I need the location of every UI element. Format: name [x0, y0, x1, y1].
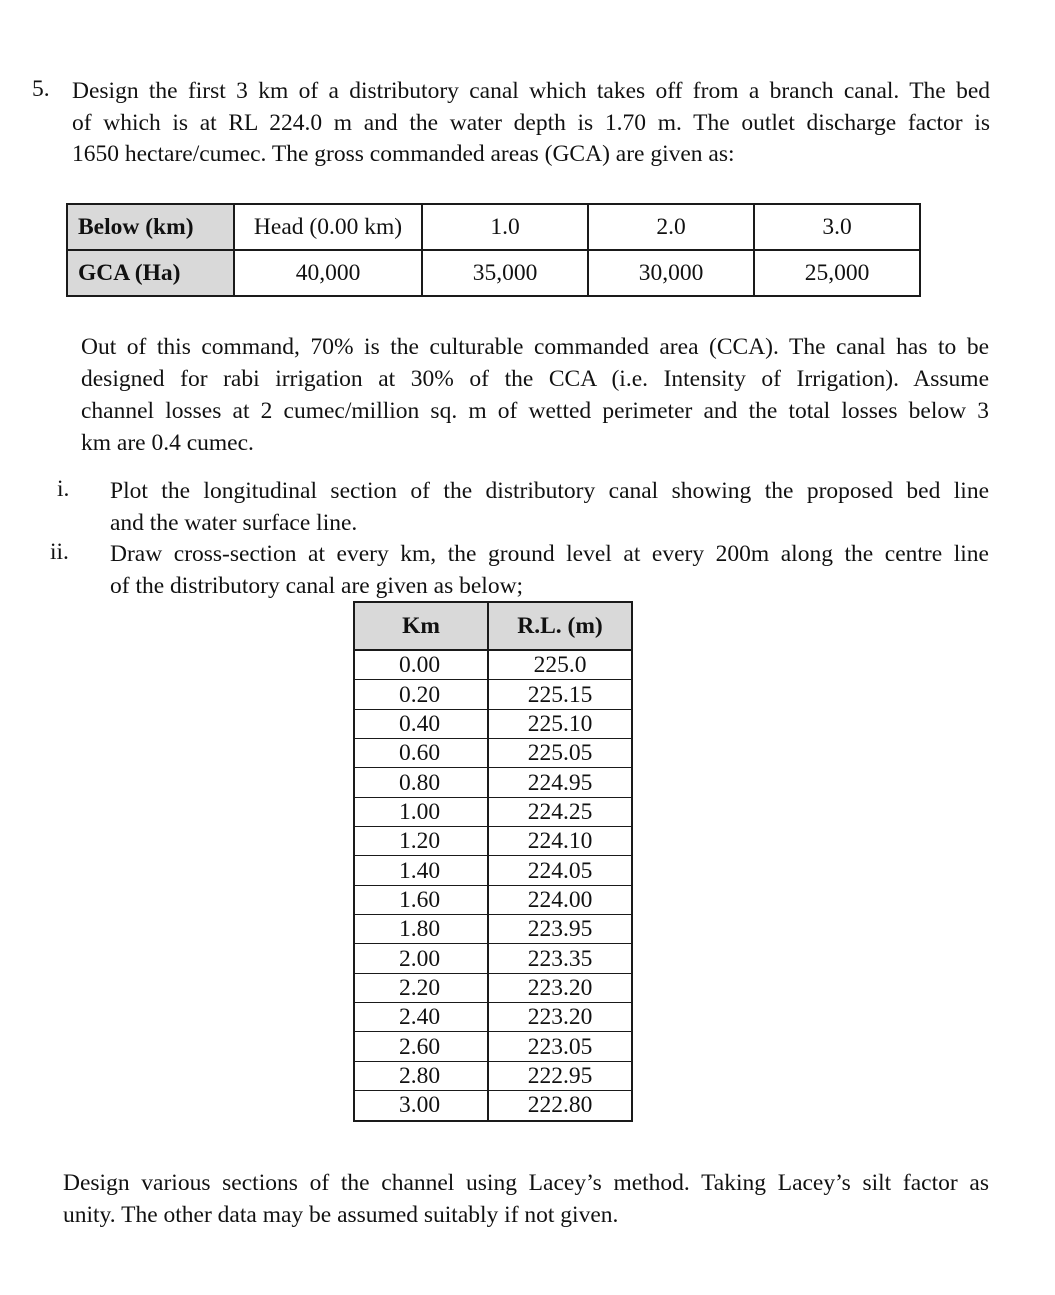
- table-row: [354, 709, 632, 738]
- table-row: [354, 944, 632, 973]
- gca-area-cell: 25,000: [754, 250, 920, 296]
- table-row: [354, 1003, 632, 1032]
- rl-cell: 225.15: [488, 680, 632, 709]
- cca-paragraph: [81, 331, 989, 459]
- rl-cell: 225.10: [488, 709, 632, 738]
- km-cell: 1.40: [354, 856, 488, 885]
- paragraph-line: unity. The other data may be assumed suitably if not given.: [63, 1201, 619, 1228]
- gca-area-cell: 40,000: [234, 250, 422, 296]
- gca-chainage-cell: 3.0: [754, 204, 920, 250]
- table-row: [354, 915, 632, 944]
- gca-row-label: GCA (Ha): [67, 250, 234, 296]
- rl-cell: 223.95: [488, 915, 632, 944]
- km-cell: 0.20: [354, 680, 488, 709]
- paragraph-line: Design various sections of the channel using Lacey’s method. Taking Lacey’s silt factor as: [63, 1170, 989, 1196]
- intro-line: Design the first 3 km of a distributory canal which takes off from a branch canal. The bed: [72, 78, 990, 104]
- ground-level-table: [353, 601, 633, 1122]
- intro-line: of which is at RL 224.0 m and the water depth is 1.70 m. The outlet discharge factor is: [72, 109, 990, 136]
- rl-cell: 223.20: [488, 973, 632, 1002]
- rl-cell: 222.95: [488, 1061, 632, 1090]
- km-cell: 3.00: [354, 1091, 488, 1121]
- km-cell: 0.40: [354, 709, 488, 738]
- km-cell: 0.00: [354, 650, 488, 680]
- km-cell: 0.60: [354, 739, 488, 768]
- km-cell: 2.20: [354, 973, 488, 1002]
- km-cell: 1.20: [354, 827, 488, 856]
- rl-cell: 223.05: [488, 1032, 632, 1061]
- gca-table-row: [67, 250, 920, 296]
- table-row: [354, 856, 632, 885]
- km-cell: 1.00: [354, 797, 488, 826]
- task-line: of the distributory canal are given as below;: [110, 572, 524, 599]
- table-row: [354, 739, 632, 768]
- rl-cell: 224.10: [488, 827, 632, 856]
- km-cell: 2.00: [354, 944, 488, 973]
- rl-cell: 225.0: [488, 650, 632, 680]
- gca-table: [66, 203, 921, 297]
- task-line: and the water surface line.: [110, 509, 358, 536]
- gca-area-cell: 35,000: [422, 250, 588, 296]
- rl-cell: 224.25: [488, 797, 632, 826]
- paragraph-line: km are 0.4 cumec.: [81, 430, 254, 456]
- km-cell: 2.60: [354, 1032, 488, 1061]
- gca-table-row: [67, 204, 920, 250]
- task-line: Draw cross-section at every km, the ground level at every 200m along the centre line: [110, 541, 989, 567]
- paragraph-line: designed for rabi irrigation at 30% of the CCA (i.e. Intensity of Irrigation). Assume: [81, 366, 989, 392]
- gca-chainage-cell: 1.0: [422, 204, 588, 250]
- table-row: [354, 768, 632, 797]
- table-row: [354, 1091, 632, 1121]
- km-cell: 0.80: [354, 768, 488, 797]
- rl-cell: 223.20: [488, 1003, 632, 1032]
- task-numeral: ii.: [50, 539, 69, 565]
- column-header-rl: R.L. (m): [488, 602, 632, 650]
- intro-line: 1650 hectare/cumec. The gross commanded areas (GCA) are given as:: [72, 141, 735, 167]
- gca-row-label: Below (km): [67, 204, 234, 250]
- table-row: [354, 650, 632, 680]
- km-cell: 2.40: [354, 1003, 488, 1032]
- table-row: [354, 885, 632, 914]
- task-item: [110, 476, 989, 539]
- rl-cell: 223.35: [488, 944, 632, 973]
- km-cell: 1.60: [354, 885, 488, 914]
- rl-cell: 224.95: [488, 768, 632, 797]
- gca-chainage-cell: 2.0: [588, 204, 754, 250]
- rl-cell: 225.05: [488, 739, 632, 768]
- table-row: [354, 680, 632, 709]
- table-row: [354, 1032, 632, 1061]
- table-header-row: [354, 602, 632, 650]
- question-intro: [72, 76, 990, 171]
- rl-cell: 222.80: [488, 1091, 632, 1121]
- gca-area-cell: 30,000: [588, 250, 754, 296]
- table-row: [354, 973, 632, 1002]
- table-row: [354, 827, 632, 856]
- rl-cell: 224.00: [488, 885, 632, 914]
- gca-chainage-cell: Head (0.00 km): [234, 204, 422, 250]
- task-line: Plot the longitudinal section of the distributory canal showing the proposed bed line: [110, 478, 989, 504]
- task-item: [110, 539, 989, 602]
- table-row: [354, 1061, 632, 1090]
- table-row: [354, 797, 632, 826]
- paragraph-line: channel losses at 2 cumec/million sq. m of wetted perimeter and the total losses below 3: [81, 398, 989, 424]
- km-cell: 2.80: [354, 1061, 488, 1090]
- km-cell: 1.80: [354, 915, 488, 944]
- question-number: 5.: [32, 76, 50, 102]
- paragraph-line: Out of this command, 70% is the culturable commanded area (CCA). The canal has to be: [81, 334, 989, 360]
- rl-cell: 224.05: [488, 856, 632, 885]
- closing-paragraph: [63, 1168, 989, 1231]
- column-header-km: Km: [354, 602, 488, 650]
- task-numeral: i.: [57, 476, 70, 502]
